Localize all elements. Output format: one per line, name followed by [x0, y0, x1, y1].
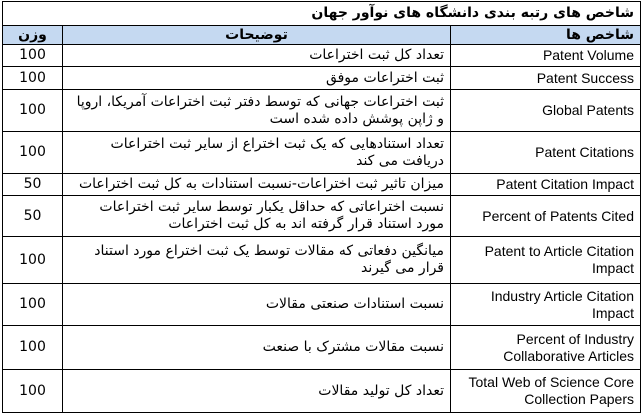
table-title-row [3, 2, 641, 26]
header-weight: وزن [3, 26, 63, 45]
weight-cell: 100 [3, 237, 63, 284]
description-cell: میانگین دفعاتی که مقالات توسط یک ثبت اختراع مورد استناد قرار می گیرند [63, 237, 451, 284]
description-cell: نسبت استنادات صنعتی مقالات [63, 284, 451, 326]
description-cell: ثبت اختراعات جهانی که توسط دفتر ثبت اختراعات آمریکا، اروپا و ژاپن پوشش داده شده است [63, 90, 451, 132]
table-row [3, 284, 641, 326]
table-row [3, 90, 641, 132]
table-row [3, 174, 641, 196]
weight-cell: 100 [3, 370, 63, 413]
indicator-cell: Total Web of Science Core Collection Papers [451, 370, 641, 413]
weight-cell: 50 [3, 174, 63, 196]
header-description: توضیحات [63, 26, 451, 45]
description-cell: ثبت اختراعات موفق [63, 67, 451, 90]
weight-cell: 100 [3, 67, 63, 90]
table-row [3, 370, 641, 413]
description-cell: تعداد کل تولید مقالات [63, 370, 451, 413]
description-cell: نسبت مقالات مشترک با صنعت [63, 326, 451, 370]
table-row [3, 326, 641, 370]
indicator-cell: Patent Volume [451, 45, 641, 67]
description-cell: میزان تاثیر ثبت اختراعات-نسبت استنادات به کل ثبت اختراعات [63, 174, 451, 196]
description-cell: تعداد استنادهایی که یک ثبت اختراع از سایر ثبت اختراعات دریافت می کند [63, 132, 451, 174]
weight-cell: 50 [3, 196, 63, 237]
indicator-cell: Industry Article Citation Impact [451, 284, 641, 326]
indicator-cell: Patent Citation Impact [451, 174, 641, 196]
table-row [3, 45, 641, 67]
description-cell: تعداد کل ثبت اختراعات [63, 45, 451, 67]
weight-cell: 100 [3, 284, 63, 326]
indicator-cell: Patent Citations [451, 132, 641, 174]
weight-cell: 100 [3, 326, 63, 370]
table-row [3, 196, 641, 237]
weight-cell: 100 [3, 90, 63, 132]
indicator-cell: Percent of Patents Cited [451, 196, 641, 237]
table-row [3, 67, 641, 90]
ranking-indicators-table [2, 1, 641, 413]
indicator-cell: Patent to Article Citation Impact [451, 237, 641, 284]
weight-cell: 100 [3, 132, 63, 174]
table-title: شاخص های رتبه بندی دانشگاه های نوآور جهان [3, 2, 641, 26]
table-row [3, 132, 641, 174]
indicator-cell: Global Patents [451, 90, 641, 132]
indicator-cell: Patent Success [451, 67, 641, 90]
weight-cell: 100 [3, 45, 63, 67]
indicator-cell: Percent of Industry Collaborative Articles [451, 326, 641, 370]
description-cell: نسبت اختراعاتی که حداقل یکبار توسط سایر ثبت اختراعات مورد استناد قرار گرفته اند به کل ثبت اختراعات [63, 196, 451, 237]
table-row [3, 237, 641, 284]
table-header-row [3, 26, 641, 45]
header-indicator: شاخص ها [451, 26, 641, 45]
